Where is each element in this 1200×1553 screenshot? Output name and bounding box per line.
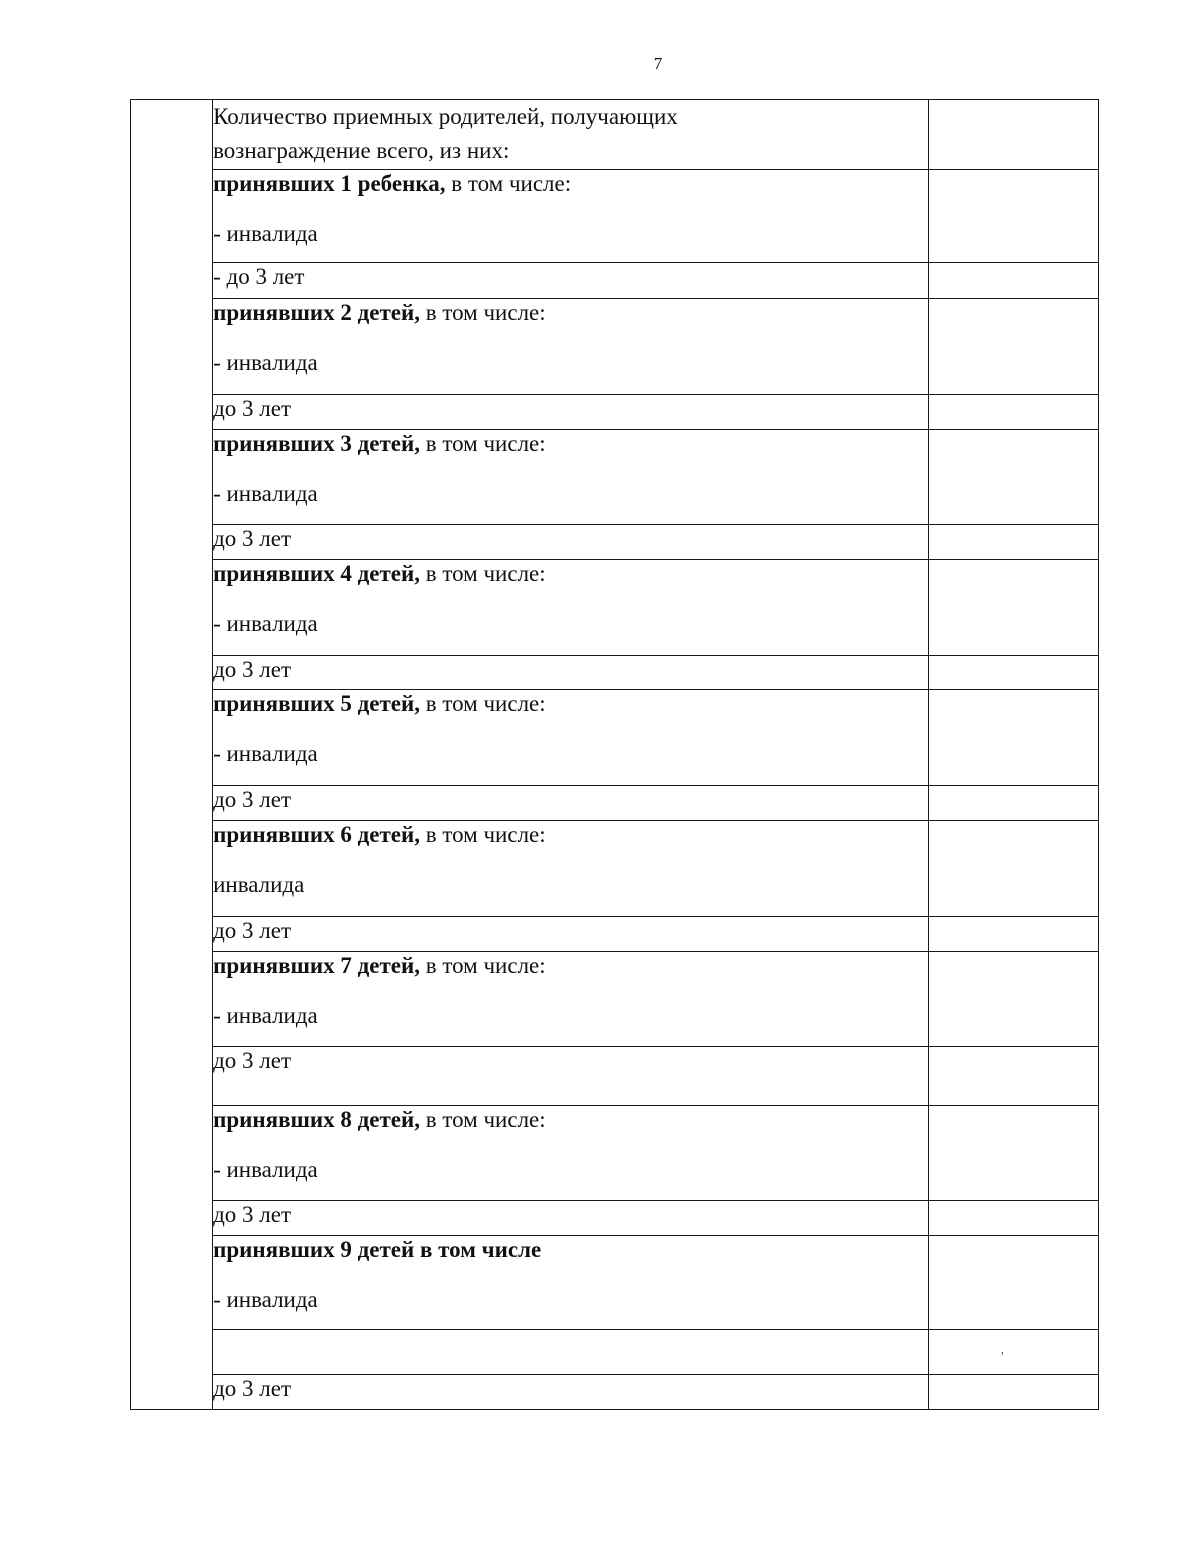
value-cell <box>928 100 1098 170</box>
sub-item-disabled: - инвалида <box>213 610 318 636</box>
group-title: принявших 4 детей, <box>213 561 421 586</box>
group-title: принявших 3 детей, <box>213 431 421 456</box>
value-cell <box>928 952 1098 1047</box>
table-row <box>131 100 1099 170</box>
table-row <box>131 299 1099 395</box>
sub-item-under-3: - до 3 лет <box>213 263 929 299</box>
value-cell <box>928 525 1098 560</box>
form-table <box>130 99 1099 1410</box>
group-title-rest: в том числе: <box>420 691 546 716</box>
sub-item-under-3: до 3 лет <box>213 917 929 952</box>
intro-line-1: Количество приемных родителей, получающих <box>213 104 678 129</box>
table-row <box>131 1201 1099 1236</box>
group-title-rest: в том числе: <box>420 1107 546 1132</box>
table-row <box>131 1330 1099 1375</box>
table-row <box>131 786 1099 821</box>
group-cell <box>213 170 929 263</box>
group-cell <box>213 299 929 395</box>
sub-item-disabled: - инвалида <box>213 349 318 375</box>
sub-item-under-3: до 3 лет <box>213 786 929 821</box>
table-row <box>131 525 1099 560</box>
sub-item-disabled: - инвалида <box>213 1156 318 1182</box>
sub-item-disabled: инвалида <box>213 871 305 897</box>
left-column-cell <box>131 100 213 1410</box>
group-title-rest: в том числе: <box>420 953 546 978</box>
group-title-rest: в том числе: <box>445 171 572 196</box>
value-cell <box>928 1330 1098 1375</box>
group-cell <box>213 560 929 656</box>
group-cell <box>213 952 929 1047</box>
group-title: принявших 1 ребенка, <box>213 171 446 196</box>
value-cell <box>928 1375 1098 1410</box>
value-cell <box>928 1047 1098 1106</box>
value-cell <box>928 430 1098 525</box>
value-cell <box>928 263 1098 299</box>
table-row <box>131 560 1099 656</box>
group-title: принявших 6 детей, <box>213 822 421 847</box>
value-cell <box>928 917 1098 952</box>
group-cell <box>213 1236 929 1330</box>
group-title-rest: в том числе: <box>420 300 546 325</box>
empty-cell <box>213 1330 929 1375</box>
sub-item-disabled: - инвалида <box>213 1002 318 1028</box>
table-row <box>131 821 1099 917</box>
sub-item-disabled: - инвалида <box>213 220 318 246</box>
sub-item-under-3: до 3 лет <box>213 395 929 430</box>
group-title-rest: в том числе: <box>420 431 546 456</box>
table-row <box>131 1106 1099 1201</box>
group-title-rest: в том числе: <box>420 822 546 847</box>
value-cell <box>928 560 1098 656</box>
value-cell <box>928 299 1098 395</box>
group-title-rest: в том числе: <box>420 561 546 586</box>
value-cell <box>928 690 1098 786</box>
value-cell <box>928 1236 1098 1330</box>
group-cell <box>213 1106 929 1201</box>
table-row <box>131 917 1099 952</box>
table-row <box>131 952 1099 1047</box>
table-row <box>131 1375 1099 1410</box>
table-row <box>131 656 1099 690</box>
table-row <box>131 395 1099 430</box>
group-cell <box>213 690 929 786</box>
group-cell <box>213 821 929 917</box>
value-cell <box>928 1201 1098 1236</box>
intro-cell <box>213 100 929 170</box>
value-cell <box>928 656 1098 690</box>
group-title: принявших 2 детей, <box>213 300 421 325</box>
table-row <box>131 1236 1099 1330</box>
sub-item-under-3: до 3 лет <box>213 525 929 560</box>
table-row <box>131 430 1099 525</box>
sub-item-under-3: до 3 лет <box>213 1375 929 1410</box>
table-row <box>131 170 1099 263</box>
sub-item-under-3: до 3 лет <box>213 656 929 690</box>
table-row <box>131 1047 1099 1106</box>
sub-item-under-3: до 3 лет <box>213 1201 929 1236</box>
value-cell <box>928 170 1098 263</box>
group-title: принявших 7 детей, <box>213 953 421 978</box>
value-cell <box>928 786 1098 821</box>
sub-item-disabled: - инвалида <box>213 1286 318 1312</box>
stray-mark: , <box>1000 1342 1004 1356</box>
group-cell <box>213 430 929 525</box>
table-row <box>131 263 1099 299</box>
sub-item-disabled: - инвалида <box>213 480 318 506</box>
intro-line-2: вознаграждение всего, из них: <box>213 138 510 163</box>
group-title: принявших 8 детей, <box>213 1107 421 1132</box>
group-title: принявших 5 детей, <box>213 691 421 716</box>
page-number: 7 <box>653 54 663 73</box>
sub-item-under-3: до 3 лет <box>213 1047 929 1106</box>
sub-item-disabled: - инвалида <box>213 740 318 766</box>
group-title: принявших 9 детей в том числе <box>213 1237 542 1262</box>
value-cell <box>928 821 1098 917</box>
value-cell <box>928 1106 1098 1201</box>
table-row <box>131 690 1099 786</box>
value-cell <box>928 395 1098 430</box>
